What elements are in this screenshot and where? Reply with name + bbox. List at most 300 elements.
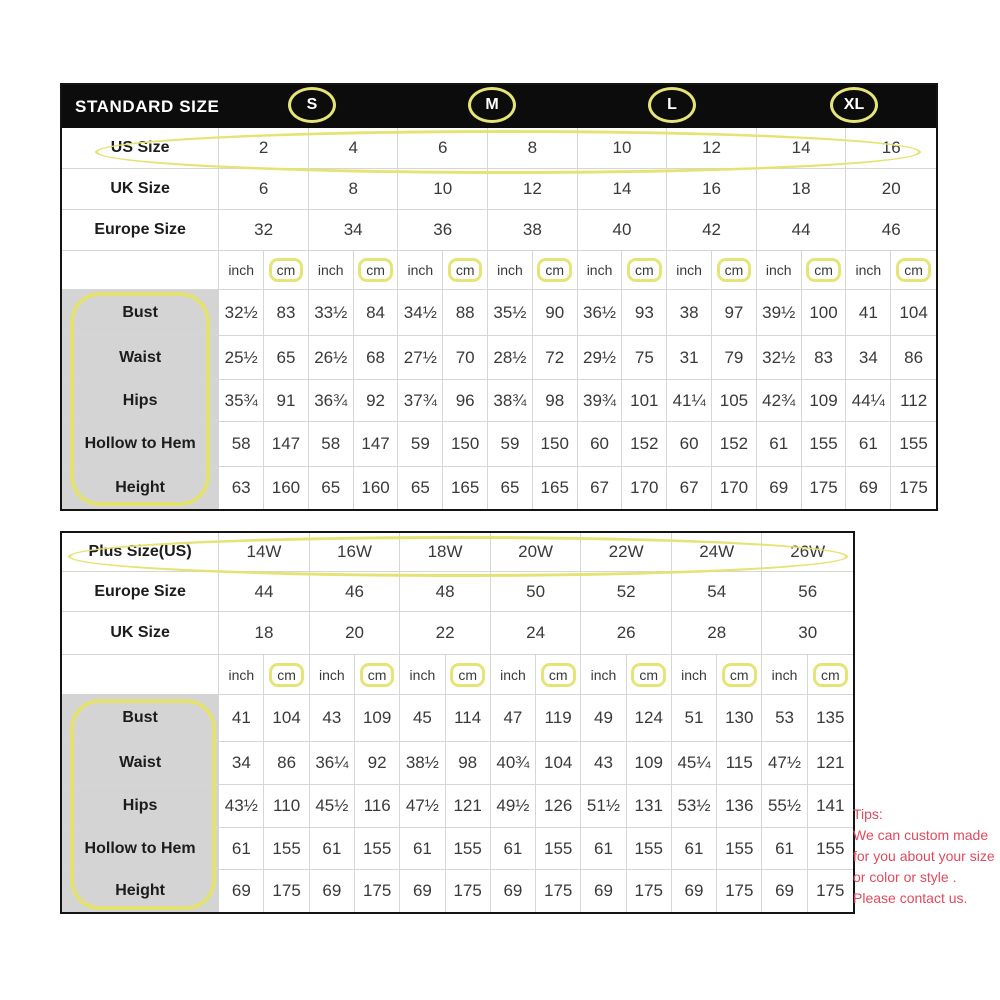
measure-value-cell xyxy=(354,290,399,336)
measure-value-cell xyxy=(398,336,443,380)
measure-value-cell-text: 61 xyxy=(412,838,432,858)
size-value-cell xyxy=(762,572,853,612)
row-label-plus-size-us-text: Plus Size(US) xyxy=(88,543,192,560)
measure-value-cell xyxy=(757,336,802,380)
standard-size-table xyxy=(60,83,938,511)
measure-label-hollow-to-hem-text: Hollow to Hem xyxy=(84,435,196,452)
measure-value-cell xyxy=(400,870,445,912)
measure-value-cell-text: 165 xyxy=(540,478,569,497)
measure-value-cell-text: 65 xyxy=(321,478,341,497)
measure-value-cell xyxy=(488,422,533,467)
measure-value-cell xyxy=(491,785,536,828)
inch-header xyxy=(309,251,354,290)
measure-value-cell xyxy=(891,380,936,422)
row-height xyxy=(62,467,936,509)
cm-header-highlighted xyxy=(264,655,309,695)
size-value-cell-text: 56 xyxy=(798,581,818,601)
measure-value-cell xyxy=(627,742,672,785)
measure-value-cell xyxy=(443,422,488,467)
measure-value-cell xyxy=(355,828,400,870)
row-waist xyxy=(62,742,853,785)
measure-label-bust-text: Bust xyxy=(122,709,158,726)
row-label-europe-size-text: Europe Size xyxy=(94,582,186,600)
measure-value-cell xyxy=(672,742,717,785)
measure-value-cell-text: 116 xyxy=(363,796,391,815)
cm-header-highlighted-text: cm xyxy=(806,258,841,282)
row-plus-size-us xyxy=(62,533,853,572)
measure-value-cell xyxy=(219,336,264,380)
measure-value-cell-text: 51½ xyxy=(586,796,620,815)
cm-header-highlighted-text: cm xyxy=(717,258,752,282)
measure-value-cell-text: 61 xyxy=(775,838,794,858)
measure-value-cell-text: 155 xyxy=(362,838,392,858)
measure-value-cell xyxy=(219,742,264,785)
measure-value-cell-text: 58 xyxy=(231,434,251,453)
measure-value-cell-text: 36¼ xyxy=(315,753,349,772)
row-europe-size xyxy=(62,210,936,251)
measure-value-cell-text: 101 xyxy=(630,390,659,410)
size-badge-l: L xyxy=(648,87,696,123)
row-label-uk-size xyxy=(62,612,219,655)
inch-header xyxy=(398,251,443,290)
measure-value-cell xyxy=(264,336,309,380)
cm-header-highlighted xyxy=(712,251,757,290)
standard-size-table-body xyxy=(62,128,936,509)
measure-value-cell-text: 91 xyxy=(276,390,296,410)
size-badge-xl: XL xyxy=(830,87,878,123)
measure-value-cell xyxy=(533,467,578,509)
measure-value-cell-text: 41 xyxy=(858,302,878,322)
measure-value-cell xyxy=(354,380,399,422)
measure-value-cell-text: 75 xyxy=(634,347,654,367)
measure-value-cell-text: 37¾ xyxy=(403,390,437,410)
measure-value-cell xyxy=(400,785,445,828)
size-value-cell-text: 12 xyxy=(702,138,721,157)
inch-header xyxy=(757,251,802,290)
measure-value-cell-text: 69 xyxy=(231,881,251,900)
measure-value-cell xyxy=(443,290,488,336)
size-value-cell xyxy=(219,128,309,169)
size-value-cell-text: 6 xyxy=(438,138,448,157)
measure-value-cell xyxy=(354,422,399,467)
measure-value-cell-text: 31 xyxy=(679,347,699,367)
measure-value-cell xyxy=(310,828,355,870)
measure-value-cell xyxy=(717,742,762,785)
size-value-cell xyxy=(400,572,491,612)
size-badge-s: S xyxy=(288,87,336,123)
size-value-cell xyxy=(219,572,310,612)
measure-value-cell-text: 39¾ xyxy=(582,390,617,410)
measure-label-hollow-to-hem xyxy=(62,828,219,870)
row-us-size xyxy=(62,128,936,169)
measure-value-cell xyxy=(802,290,847,336)
size-value-cell-text: 42 xyxy=(702,220,721,239)
measure-value-cell xyxy=(757,422,802,467)
measure-value-cell xyxy=(536,742,581,785)
measure-value-cell xyxy=(398,290,443,336)
cm-header-highlighted-text: cm xyxy=(448,258,483,282)
row-hollow-to-hem xyxy=(62,422,936,467)
size-value-cell-text: 34 xyxy=(343,220,363,239)
measure-value-cell xyxy=(400,695,445,742)
measure-value-cell-text: 61 xyxy=(769,434,789,453)
measure-value-cell-text: 90 xyxy=(545,302,565,322)
inch-header-text: inch xyxy=(676,262,702,278)
cm-header-highlighted xyxy=(443,251,488,290)
size-value-cell xyxy=(757,169,847,210)
measure-value-cell-text: 150 xyxy=(540,434,569,453)
size-value-cell xyxy=(400,533,491,572)
measure-label-hips xyxy=(62,380,219,422)
measure-value-cell xyxy=(309,290,354,336)
size-value-cell xyxy=(398,210,488,251)
size-value-cell xyxy=(310,572,401,612)
measure-value-cell xyxy=(622,467,667,509)
measure-value-cell-text: 175 xyxy=(634,881,663,900)
measure-value-cell xyxy=(446,870,491,912)
measure-value-cell xyxy=(219,870,264,912)
size-value-cell xyxy=(398,169,488,210)
measure-label-waist xyxy=(62,336,219,380)
size-value-cell-text: 10 xyxy=(433,179,453,198)
measure-value-cell xyxy=(446,695,491,742)
measure-value-cell-text: 83 xyxy=(814,347,833,367)
measure-value-cell-text: 28½ xyxy=(493,347,527,367)
measure-value-cell xyxy=(846,467,891,509)
measure-value-cell-text: 49 xyxy=(594,708,613,727)
measure-value-cell-text: 38¾ xyxy=(493,390,527,410)
inch-header xyxy=(491,655,536,695)
measure-value-cell xyxy=(355,742,400,785)
measure-value-cell xyxy=(491,695,536,742)
measure-value-cell xyxy=(578,422,623,467)
measure-value-cell-text: 47½ xyxy=(767,753,802,772)
measure-value-cell xyxy=(627,870,672,912)
measure-value-cell-text: 124 xyxy=(634,708,663,727)
inch-header-text: inch xyxy=(319,666,345,683)
measure-value-cell-text: 170 xyxy=(630,478,659,497)
measure-value-cell xyxy=(581,828,626,870)
measure-value-cell xyxy=(717,828,762,870)
size-value-cell xyxy=(488,169,578,210)
custom-made-tips xyxy=(853,804,999,909)
measure-value-cell xyxy=(446,742,491,785)
cm-header-highlighted xyxy=(891,251,936,290)
plus-size-table-body xyxy=(62,533,853,912)
inch-header-text: inch xyxy=(407,262,434,278)
measure-value-cell-text: 92 xyxy=(367,753,387,772)
size-value-cell-text: 14W xyxy=(246,542,282,561)
size-value-cell-text: 18W xyxy=(427,542,463,561)
tips-line: or color or style . xyxy=(853,869,957,885)
measure-value-cell-text: 86 xyxy=(904,347,924,367)
measure-value-cell xyxy=(536,870,581,912)
measure-value-cell-text: 47½ xyxy=(405,796,439,815)
size-value-cell xyxy=(757,210,847,251)
measure-value-cell-text: 98 xyxy=(545,390,565,410)
measure-label-hips-text: Hips xyxy=(122,797,158,814)
measure-value-cell-text: 83 xyxy=(276,302,296,322)
measure-value-cell xyxy=(891,290,936,336)
cm-header-highlighted-text: cm xyxy=(269,258,304,282)
size-value-cell-text: 8 xyxy=(348,179,358,198)
measure-value-cell-text: 32½ xyxy=(762,347,796,367)
inch-header xyxy=(581,655,626,695)
measure-value-cell-text: 100 xyxy=(809,302,838,322)
measure-value-cell xyxy=(808,695,853,742)
measure-value-cell xyxy=(354,336,399,380)
measure-value-cell-text: 155 xyxy=(899,434,928,453)
size-value-cell xyxy=(846,210,936,251)
measure-value-cell-text: 160 xyxy=(361,478,390,497)
size-value-cell xyxy=(400,612,491,655)
size-value-cell-text: 6 xyxy=(258,179,269,198)
measure-value-cell-text: 109 xyxy=(362,708,392,727)
measure-value-cell xyxy=(581,742,626,785)
size-value-cell xyxy=(581,612,672,655)
unit-row-spacer xyxy=(62,655,219,695)
measure-value-cell-text: 121 xyxy=(816,753,845,772)
measure-value-cell-text: 96 xyxy=(455,390,475,410)
measure-value-cell-text: 61 xyxy=(231,838,251,858)
measure-value-cell xyxy=(443,336,488,380)
measure-value-cell xyxy=(264,695,309,742)
measure-value-cell xyxy=(219,828,264,870)
size-value-cell xyxy=(581,572,672,612)
size-value-cell xyxy=(219,210,309,251)
measure-value-cell xyxy=(488,467,533,509)
size-value-cell xyxy=(667,210,757,251)
row-hips xyxy=(62,380,936,422)
row-label-plus-size-us xyxy=(62,533,219,572)
inch-header-text: inch xyxy=(500,666,526,683)
measure-value-cell xyxy=(627,828,672,870)
size-value-cell-text: 40 xyxy=(612,220,632,239)
measure-value-cell-text: 112 xyxy=(900,390,928,410)
size-value-cell-text: 24 xyxy=(526,623,546,642)
measure-value-cell xyxy=(891,336,936,380)
inch-header xyxy=(762,655,807,695)
measure-value-cell-text: 65 xyxy=(500,478,520,497)
measure-label-bust xyxy=(62,290,219,336)
size-value-cell xyxy=(846,128,936,169)
size-value-cell xyxy=(309,169,399,210)
measure-value-cell xyxy=(762,695,807,742)
size-value-cell xyxy=(488,210,578,251)
measure-value-cell xyxy=(309,422,354,467)
size-value-cell-text: 14 xyxy=(791,138,811,157)
measure-value-cell xyxy=(219,422,264,467)
measure-value-cell xyxy=(443,467,488,509)
size-value-cell-text: 28 xyxy=(707,623,727,642)
measure-value-cell-text: 43 xyxy=(594,753,613,772)
cm-header-highlighted-text: cm xyxy=(627,258,662,282)
measure-value-cell-text: 105 xyxy=(719,390,749,410)
measure-value-cell xyxy=(533,336,578,380)
inch-header-text: inch xyxy=(590,666,617,683)
measure-label-bust-text: Bust xyxy=(122,303,158,321)
size-value-cell-text: 16 xyxy=(702,179,721,198)
inch-header xyxy=(846,251,891,290)
measure-value-cell-text: 59 xyxy=(500,434,520,453)
size-value-cell-text: 46 xyxy=(881,220,901,239)
measure-value-cell-text: 45 xyxy=(412,708,432,727)
inch-header-text: inch xyxy=(771,666,798,683)
measure-value-cell-text: 51 xyxy=(684,708,704,727)
row-europe-size xyxy=(62,572,853,612)
cm-header-highlighted-text: cm xyxy=(813,663,848,687)
measure-value-cell-text: 121 xyxy=(453,796,482,815)
measure-value-cell xyxy=(400,828,445,870)
measure-label-height xyxy=(62,870,219,912)
inch-header-text: inch xyxy=(228,666,255,683)
size-value-cell-text: 54 xyxy=(707,581,727,601)
size-value-cell xyxy=(667,169,757,210)
measure-value-cell-text: 61 xyxy=(684,838,704,858)
cm-header-highlighted xyxy=(622,251,667,290)
row-label-uk-size-text: UK Size xyxy=(110,624,170,641)
measure-value-cell xyxy=(219,785,264,828)
cm-header-highlighted xyxy=(446,655,491,695)
measure-value-cell-text: 45¼ xyxy=(677,753,711,772)
measure-value-cell-text: 141 xyxy=(816,796,845,815)
cm-header-highlighted-text: cm xyxy=(450,663,485,687)
measure-value-cell xyxy=(846,336,891,380)
measure-value-cell xyxy=(627,785,672,828)
cm-header-highlighted xyxy=(808,655,853,695)
measure-value-cell xyxy=(264,290,309,336)
measure-value-cell-text: 60 xyxy=(679,434,699,453)
measure-value-cell-text: 65 xyxy=(276,347,296,367)
measure-value-cell-text: 130 xyxy=(725,708,754,727)
measure-value-cell xyxy=(757,380,802,422)
measure-value-cell xyxy=(846,422,891,467)
cm-header-highlighted xyxy=(264,251,309,290)
measure-value-cell xyxy=(219,380,264,422)
measure-value-cell-text: 119 xyxy=(544,708,572,727)
measure-value-cell xyxy=(398,422,443,467)
size-value-cell xyxy=(309,210,399,251)
row-label-us-size-text: US Size xyxy=(110,139,170,156)
measure-value-cell-text: 72 xyxy=(545,347,565,367)
measure-value-cell-text: 34 xyxy=(858,347,878,367)
cm-header-highlighted-text: cm xyxy=(360,663,395,687)
tips-title: Tips: xyxy=(853,806,883,822)
measure-label-hips-text: Hips xyxy=(122,391,158,409)
size-value-cell xyxy=(667,128,757,169)
measure-value-cell xyxy=(712,467,757,509)
measure-value-cell xyxy=(581,785,626,828)
measure-value-cell xyxy=(264,870,309,912)
measure-value-cell xyxy=(488,380,533,422)
measure-value-cell-text: 69 xyxy=(322,881,342,900)
size-value-cell xyxy=(672,612,763,655)
standard-size-header xyxy=(62,85,936,128)
measure-value-cell xyxy=(219,467,264,509)
measure-value-cell xyxy=(446,785,491,828)
measure-value-cell-text: 34 xyxy=(231,753,251,772)
measure-value-cell xyxy=(846,290,891,336)
size-value-cell-text: 18 xyxy=(791,179,811,198)
measure-value-cell-text: 69 xyxy=(684,881,704,900)
size-value-cell xyxy=(578,128,668,169)
measure-label-waist-text: Waist xyxy=(119,754,162,771)
measure-value-cell-text: 65 xyxy=(410,478,430,497)
measure-value-cell-text: 104 xyxy=(544,753,573,772)
row-height xyxy=(62,870,853,912)
row-label-europe-size xyxy=(62,210,219,251)
measure-value-cell-text: 93 xyxy=(634,302,654,322)
row-label-europe-size-text: Europe Size xyxy=(94,221,186,238)
measure-label-hips xyxy=(62,785,219,828)
measure-value-cell xyxy=(667,422,712,467)
size-value-cell xyxy=(757,128,847,169)
row-bust xyxy=(62,695,853,742)
measure-value-cell xyxy=(578,467,623,509)
size-value-cell xyxy=(398,128,488,169)
measure-value-cell-text: 147 xyxy=(271,434,301,453)
inch-header xyxy=(578,251,623,290)
size-value-cell-text: 48 xyxy=(435,581,455,601)
measure-value-cell xyxy=(310,785,355,828)
size-value-cell-text: 50 xyxy=(526,581,546,601)
measure-value-cell-text: 35¾ xyxy=(224,390,258,410)
measure-value-cell-text: 69 xyxy=(769,478,789,497)
measure-label-bust xyxy=(62,695,219,742)
size-value-cell-text: 14 xyxy=(612,179,632,198)
measure-value-cell-text: 69 xyxy=(775,881,794,900)
measure-value-cell-text: 32½ xyxy=(224,302,258,322)
measure-value-cell-text: 61 xyxy=(594,838,613,858)
measure-value-cell-text: 155 xyxy=(634,838,663,858)
inch-header-text: inch xyxy=(765,262,792,278)
measure-value-cell xyxy=(762,742,807,785)
measure-value-cell-text: 26½ xyxy=(314,347,348,367)
measure-value-cell xyxy=(446,828,491,870)
measure-value-cell-text: 61 xyxy=(858,434,878,453)
measure-value-cell xyxy=(578,336,623,380)
inch-header-text: inch xyxy=(317,262,344,278)
measure-value-cell xyxy=(667,380,712,422)
measure-value-cell-text: 35½ xyxy=(493,302,527,322)
inch-header xyxy=(400,655,445,695)
measure-value-cell-text: 69 xyxy=(412,881,432,900)
measure-value-cell xyxy=(712,422,757,467)
inch-header-text: inch xyxy=(409,666,436,683)
inch-header xyxy=(219,251,264,290)
size-value-cell-text: 52 xyxy=(616,581,636,601)
row-hips xyxy=(62,785,853,828)
measure-value-cell xyxy=(712,380,757,422)
size-value-cell-text: 36 xyxy=(433,220,453,239)
measure-value-cell-text: 160 xyxy=(271,478,301,497)
measure-value-cell xyxy=(667,290,712,336)
measure-value-cell xyxy=(846,380,891,422)
measure-value-cell xyxy=(264,828,309,870)
measure-value-cell xyxy=(667,467,712,509)
size-value-cell xyxy=(762,533,853,572)
size-value-cell xyxy=(310,612,401,655)
size-value-cell xyxy=(309,128,399,169)
measure-value-cell-text: 126 xyxy=(544,796,573,815)
size-value-cell xyxy=(578,210,668,251)
size-value-cell xyxy=(491,612,582,655)
measure-value-cell xyxy=(891,422,936,467)
cm-header-highlighted-text: cm xyxy=(722,663,757,687)
measure-value-cell-text: 61 xyxy=(322,838,342,858)
measure-value-cell-text: 152 xyxy=(719,434,749,453)
size-value-cell xyxy=(762,612,853,655)
